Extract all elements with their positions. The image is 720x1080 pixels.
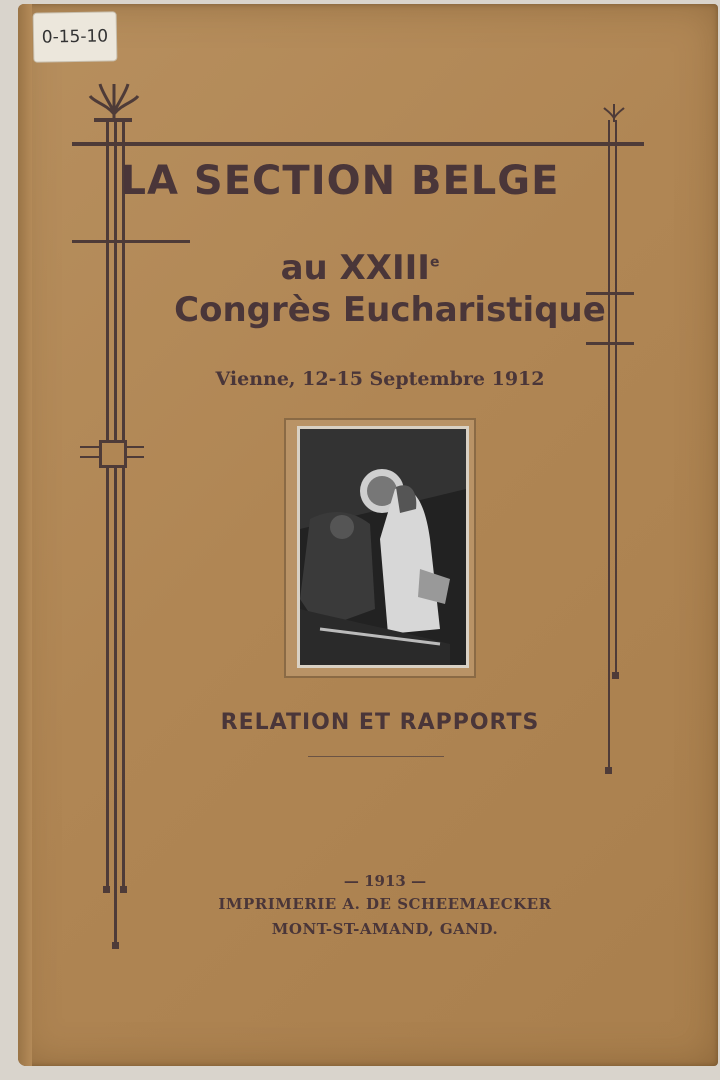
left-vertical-line-3 xyxy=(122,120,125,890)
publication-year: — 1913 — xyxy=(343,872,427,890)
line-end-square xyxy=(605,767,612,774)
line-end-square xyxy=(103,886,110,893)
small-palmette-icon xyxy=(602,100,626,122)
inventory-label: 0-15-10 xyxy=(33,11,118,62)
event-dates: Vienne, 12-15 Septembre 1912 xyxy=(215,368,545,390)
line-end-square xyxy=(112,942,119,949)
printer-name: IMPRIMERIE A. DE SCHEEMAECKER xyxy=(218,895,552,913)
line-end-square xyxy=(612,672,619,679)
heading-underline xyxy=(308,756,444,757)
right-cross-line xyxy=(586,342,634,345)
subtitle-superscript: e xyxy=(429,254,440,271)
book-subtitle-line2: Congrès Eucharistique xyxy=(174,290,606,330)
top-horizontal-rule xyxy=(72,142,644,146)
engraving-picture xyxy=(300,429,466,665)
left-cross-box xyxy=(99,440,127,468)
section-heading: RELATION ET RAPPORTS xyxy=(220,710,540,735)
left-vertical-line-1 xyxy=(106,120,109,890)
book-spine-edge xyxy=(18,4,32,1066)
ornament-bar xyxy=(94,118,132,122)
palmette-ornament-icon xyxy=(86,74,142,120)
title-underline-left xyxy=(72,240,190,243)
illustration-priest-eucharist xyxy=(297,426,469,668)
printer-city: MONT-ST-AMAND, GAND. xyxy=(271,920,499,938)
subtitle-text: au XXIII xyxy=(280,248,430,288)
right-vertical-line-2 xyxy=(615,120,617,675)
line-end-square xyxy=(120,886,127,893)
book-title: LA SECTION BELGE xyxy=(120,158,560,204)
right-vertical-line-1 xyxy=(608,120,610,770)
book-subtitle-line1 xyxy=(200,248,520,288)
left-vertical-line-2 xyxy=(114,120,117,945)
